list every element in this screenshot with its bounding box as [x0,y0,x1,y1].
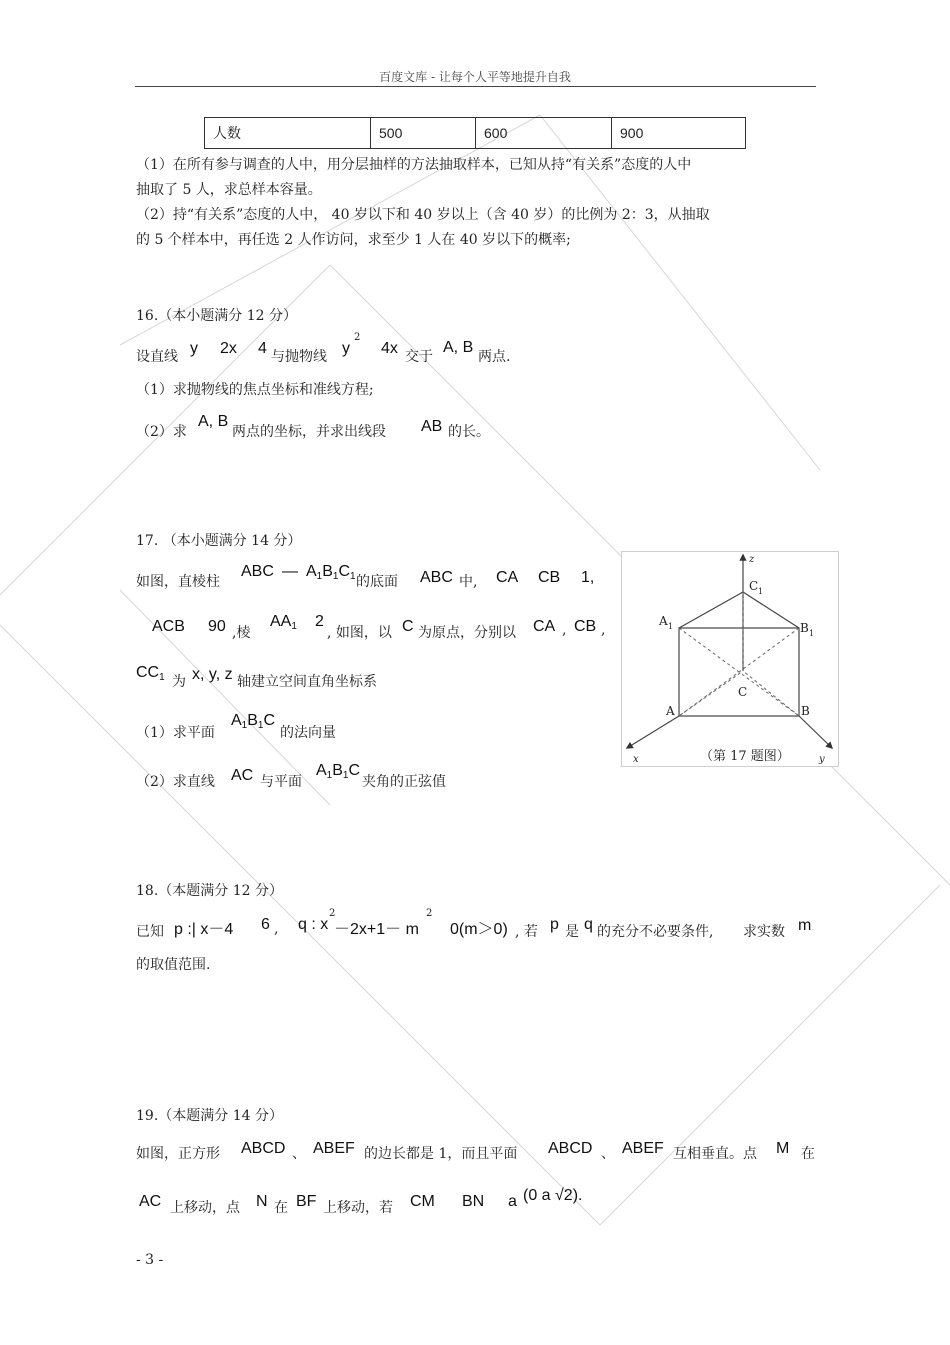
q19-range: (0 a √2). [523,1187,583,1204]
q17-CC1 [136,664,165,683]
q17-prism-top [306,563,356,582]
q17-90: 90 [208,618,226,635]
q17-comma: , [562,622,567,638]
q16-p2-AB2: AB [421,418,443,435]
label-C: C [738,685,748,699]
q19-dun: 、 [292,1146,306,1162]
q17-B: B [247,712,258,729]
q17-part2-pre: （2）求直线 [136,774,215,790]
label-z: z [749,554,755,565]
q17-line1-mid: 的底面 [356,574,398,590]
q16-line1-mid: 与抛物线 [271,349,327,365]
q15-part2-line2: 的 5 个样本中，再任选 2 人作访问，求至少 1 人在 40 岁以下的概率; [136,232,571,248]
q17-sub: 1 [342,770,349,781]
q19-line1-pre: 如图，正方形 [136,1146,220,1162]
q17-A: A [306,563,317,580]
q17-part2-mid: 与平面 [260,774,302,790]
q16-math-2x: 2x [220,340,237,357]
q17-plane1 [231,712,275,731]
q18-six: 6 [261,916,270,933]
q18-shi: 是 [565,924,579,940]
q17-A: A [231,712,242,729]
q17-line1-pre: 如图，直棱柱 [136,574,220,590]
q17-AA: AA [270,613,292,630]
q19-line1-rest: 互相垂直。点 [673,1146,757,1162]
q16-math-y2: y [342,340,350,357]
q17-sub: 1 [350,571,356,582]
y-axis [799,716,832,748]
q19-dun2: 、 [601,1146,615,1162]
x-axis [627,716,679,748]
q17-xyz: x, y, z [192,666,233,683]
q16-part2-end: 的长。 [448,424,490,440]
q18-q-mid: －2x+1－ m [334,921,419,938]
q18-ruo: , 若 [515,924,538,940]
q19-ABEF: ABEF [313,1140,355,1157]
q17-comma: , [601,622,606,638]
q17-sub: 1 [316,571,323,582]
q17-C: C [338,563,351,580]
edge-AC [679,671,743,716]
q17-ACB: ACB [152,618,185,635]
q16-math-y: y [190,340,198,357]
q16-math-AB: A, B [443,339,474,356]
table-row [205,118,746,149]
q15-part1-line2: 抽取了 5 人，求总样本容量。 [136,182,322,198]
q18-q: q [584,916,593,933]
q19-ABCD2: ABCD [548,1140,593,1157]
label-sub: 1 [809,629,815,638]
label-A: A [666,704,675,718]
q17-B: B [322,563,333,580]
q17-zhong: 中, [459,574,478,590]
q17-B: B [332,762,343,779]
q17-sub: 1 [326,770,333,781]
q16-line1-jiao: 交于 [405,349,433,365]
table-cell-label: 人数 [205,118,371,149]
q16-p2-AB: A, B [198,413,229,430]
prism-diagram [622,552,838,766]
q18-cond: 的充分不必要条件, [597,924,714,940]
label-sub: 1 [668,622,674,631]
q16-math-4: 4 [258,340,267,357]
label-y: y [819,754,825,765]
q16-line1-end: 两点. [478,349,511,365]
label-B: B [801,704,810,718]
q17-sub: 1 [159,672,165,683]
q17-ABC: ABC [241,563,274,580]
q18-p: p [550,916,559,933]
q17-CC: CC [136,664,160,681]
label-A1: A [659,614,668,628]
label-x: x [633,754,639,765]
q18-q-def: q : x [298,916,329,933]
q17-line2-rest1: , 如图，以 [327,625,392,641]
q19-AC: AC [139,1193,162,1210]
label-C1: C [749,579,759,593]
q18-pre: 已知 [136,924,164,940]
q19-line2-b: 在 [274,1200,288,1216]
q17-line2-rest2: 为原点，分别以 [418,625,516,641]
q17-AC: AC [231,767,254,784]
q17-sub: 1 [241,720,248,731]
edge-A1C1 [679,592,743,628]
q17-CA: CA [496,569,519,586]
q17-plane2 [316,762,360,781]
q19-line2-a: 上移动，点 [170,1200,240,1216]
q19-line1-mid: 的边长都是 1，而且平面 [364,1146,518,1162]
q17-CB-axis: CB [574,618,597,635]
q16-title: 16.（本小题满分 12 分） [136,308,297,324]
q17-ABC2: ABC [420,569,453,586]
q17-CB: CB [538,569,561,586]
q16-part2-mid: 两点的坐标，并求出线段 [232,424,386,440]
q18-line2: 的取值范围. [136,957,211,973]
q17-sub: 1 [257,720,264,731]
q18-qsup: 2 [329,908,336,919]
q18-p-def: p :| x－4 [174,921,234,938]
q16-part1: （1）求抛物线的焦点坐标和准线方程; [136,382,374,398]
label-B1: B [800,621,809,635]
q15-part2-line1: （2）持“有关系”态度的人中， 40 岁以下和 40 岁以上（含 40 岁）的比例为 2：3，从抽取 [136,207,710,223]
q19-BN: BN [462,1193,485,1210]
figure-caption: （第 17 题图） [700,749,790,764]
q18-msup: 2 [426,908,433,919]
q16-math-sup: 2 [354,332,361,343]
q19-CM: CM [410,1193,435,1210]
q17-val1: 1, [581,569,595,586]
edge-B1C1 [743,592,799,628]
q17-sub: 1 [332,571,339,582]
q17-2: 2 [315,613,324,630]
q18-qiu: 求实数 [743,924,785,940]
prism-figure [621,551,839,767]
q17-dash: — [282,563,298,580]
header-rule [135,86,816,87]
q17-CA-axis: CA [533,618,556,635]
q18-m: m [798,917,812,934]
q17-line3-rest: 轴建立空间直角坐标系 [237,674,377,690]
population-table [204,117,746,149]
q17-title: 17. （本小题满分 14 分） [136,533,302,549]
table-cell: 600 [476,118,612,149]
q15-part1-line1: （1）在所有参与调查的人中，用分层抽样的方法抽取样本，已知从持“有关系”态度的人中 [136,157,692,173]
q19-title: 19.（本题满分 14 分） [136,1108,283,1124]
q19-ABCD: ABCD [241,1140,286,1157]
q19-N: N [256,1193,268,1210]
q17-leng: ,棱 [232,625,251,641]
page-number: - 3 - [136,1252,164,1268]
q17-A: A [316,762,327,779]
q18-q-end: 0(m＞0) [450,921,508,938]
q16-math-4x: 4x [381,340,398,357]
q17-C: C [263,712,276,729]
q18-title: 18.（本题满分 12 分） [136,883,283,899]
table-cell: 500 [371,118,476,149]
q19-a: a [508,1193,517,1210]
table-cell: 900 [612,118,746,149]
q17-part1-end: 的法向量 [280,725,336,741]
q17-C: C [348,762,361,779]
q18-comma: , [274,921,279,937]
q19-line2-c: 上移动，若 [323,1200,393,1216]
label-sub: 1 [758,587,764,596]
q19-M: M [776,1140,790,1157]
page-header: 百度文库 - 让每个人平等地提升自我 [379,70,571,84]
q17-part2-end: 夹角的正弦值 [362,774,446,790]
q16-line1-pre: 设直线 [136,349,178,365]
q17-sub: 1 [291,621,297,632]
q17-wei: 为 [172,674,186,690]
q19-ABEF2: ABEF [622,1140,664,1157]
q17-C-origin: C [402,618,414,635]
q19-zai: 在 [801,1146,815,1162]
q17-AA1 [270,613,297,632]
q16-part2-pre: （2）求 [136,424,187,440]
q17-part1-pre: （1）求平面 [136,725,215,741]
q19-BF: BF [296,1193,317,1210]
